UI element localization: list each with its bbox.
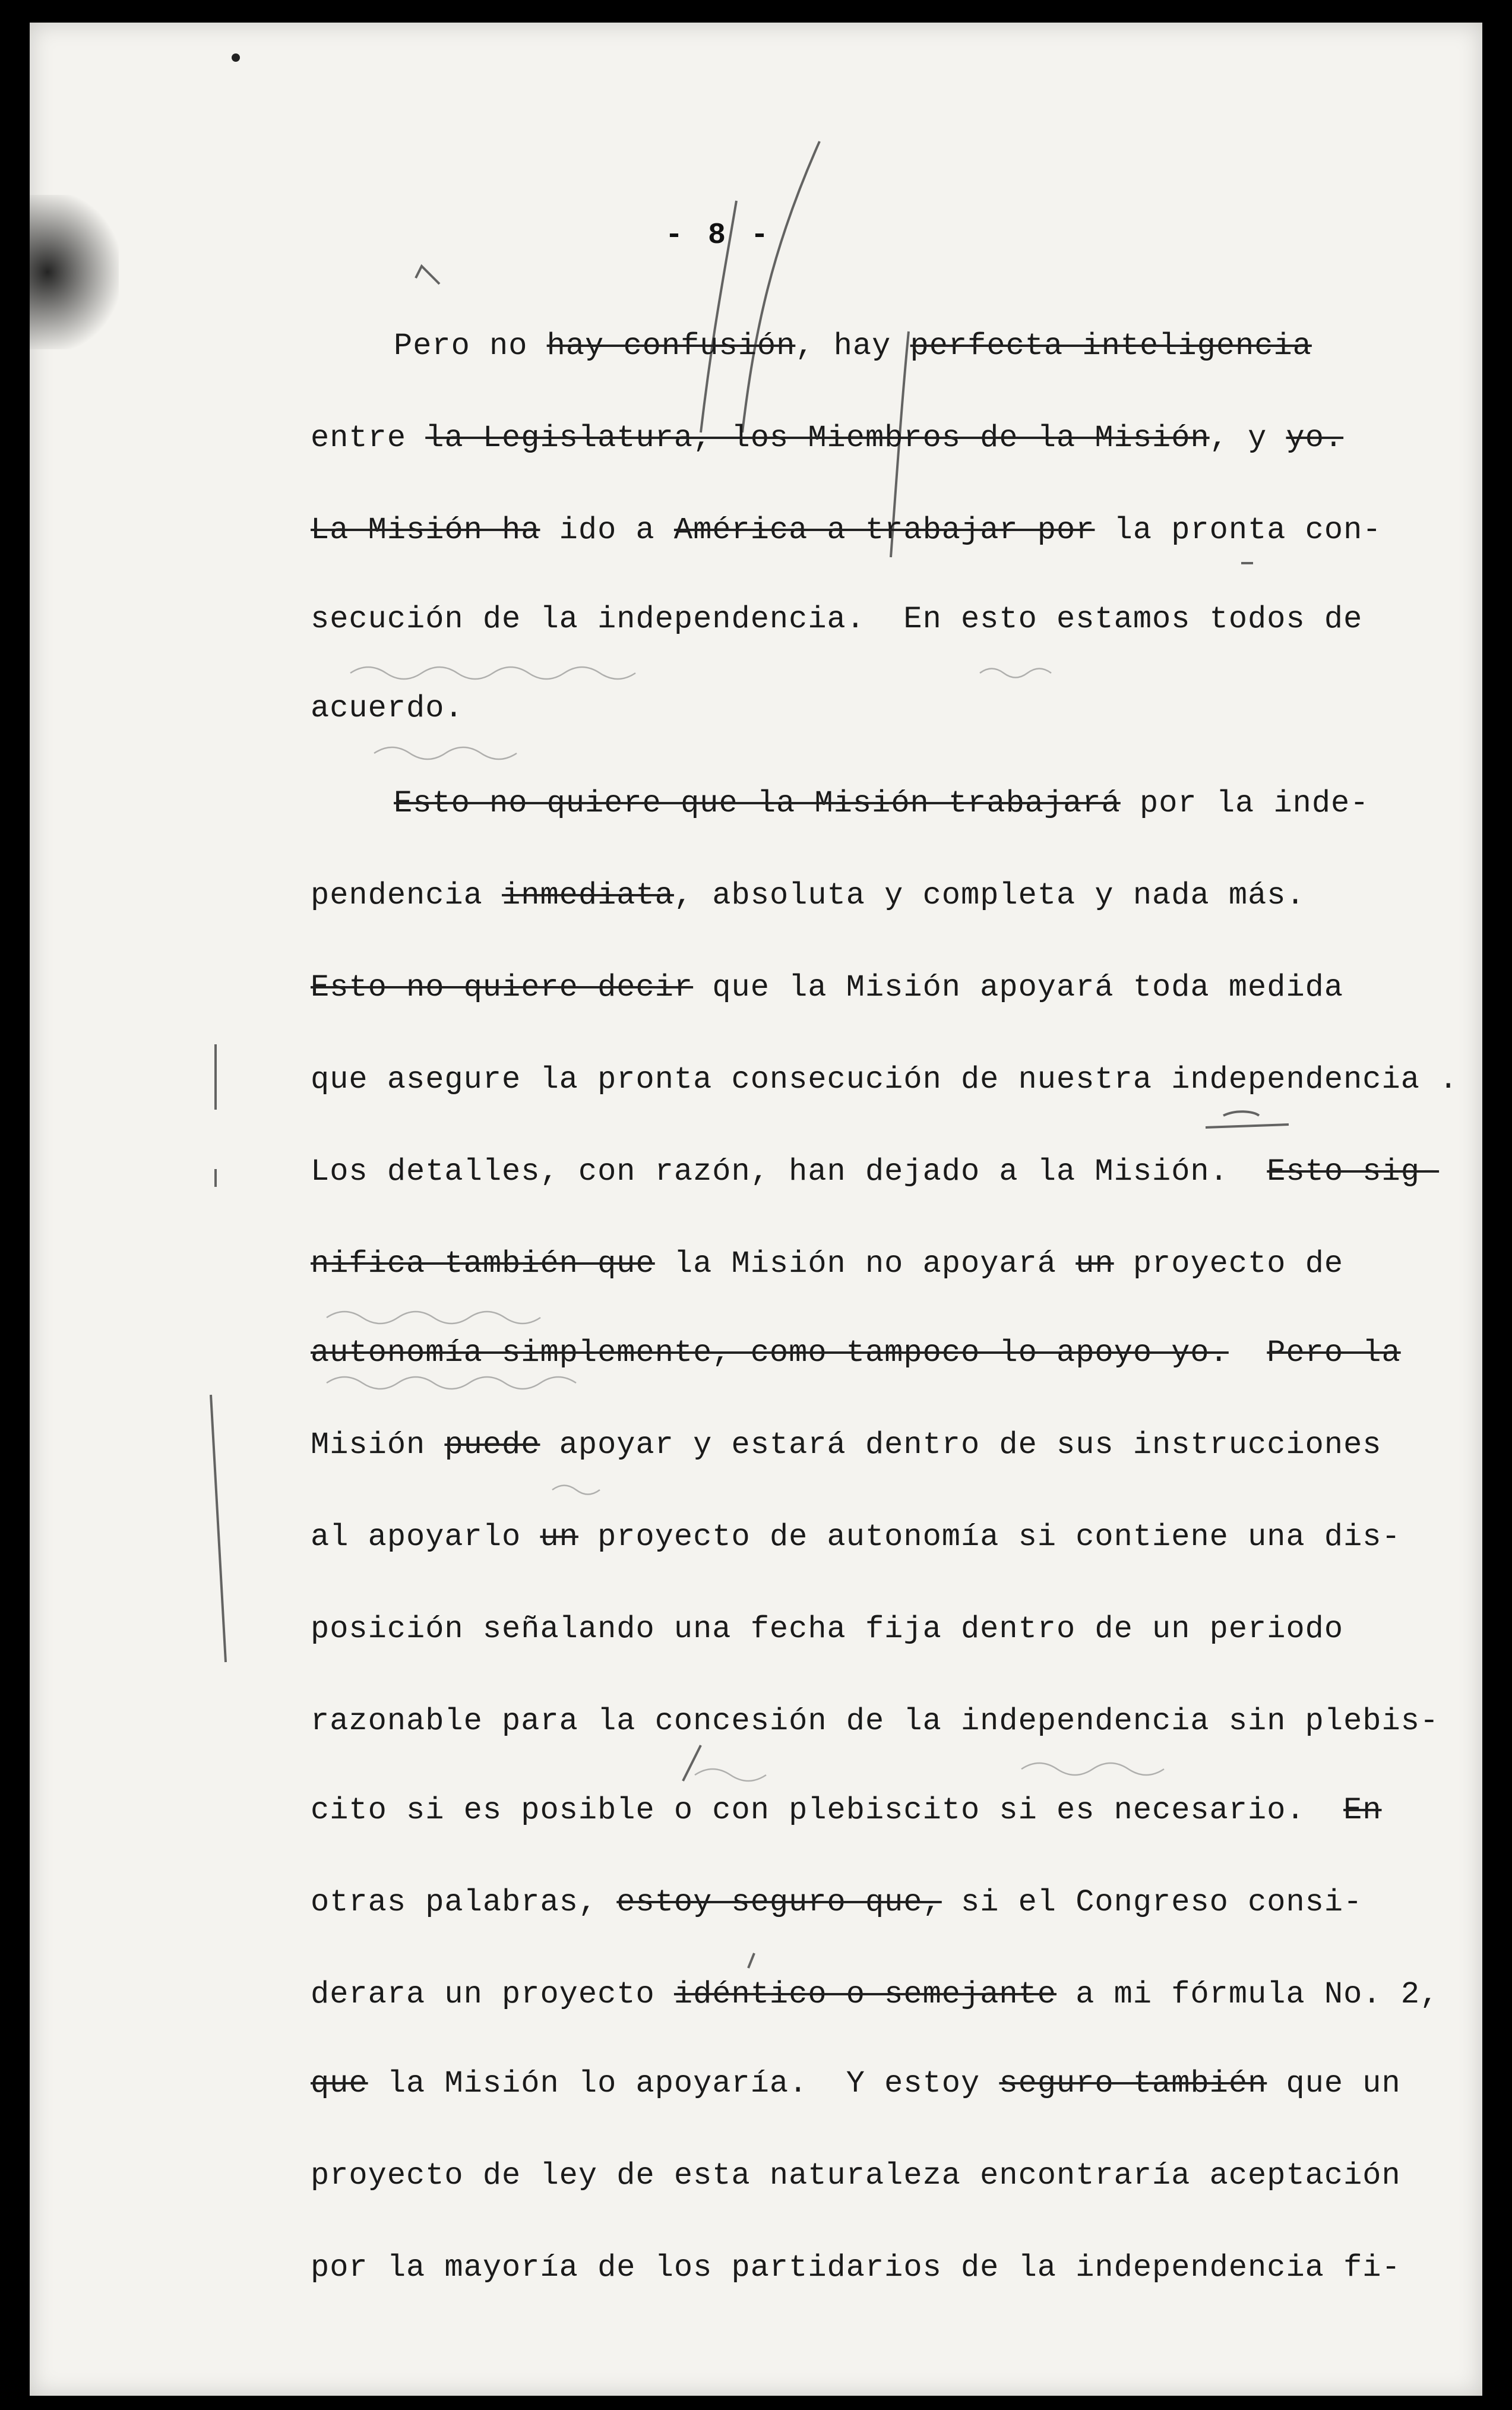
text-line [311,1427,1382,1463]
struck-text: la Legislatura, los Miembros de la Misión [425,421,1210,456]
text-segment: cito si es posible o con plebiscito si es necesario. [311,1793,1344,1828]
text-segment: acuerdo. [311,691,464,726]
page-number: - 8 - [665,219,773,252]
struck-text: inmediata [502,878,674,913]
struck-text: autonomía simplemente, como tampoco lo apoyo yo. [311,1335,1229,1370]
text-line [311,2250,1401,2285]
text-line [311,1704,1439,1739]
text-segment: que un [1267,2066,1401,2101]
text-line [311,878,1305,913]
struck-text: estoy seguro que, [616,1885,942,1920]
text-line [311,1154,1439,1189]
text-line [311,2158,1401,2193]
text-segment: la Misión no apoyará [654,1246,1076,1281]
text-line [394,786,1369,821]
struck-text: idéntico o semejante [673,1977,1057,2012]
text-segment: a mi fórmula No. 2, [1056,1977,1440,2012]
text-line [394,329,1312,364]
struck-text: un [540,1520,578,1555]
struck-text: Pero la [1267,1335,1401,1370]
text-segment: proyecto de ley de esta naturaleza encontraría aceptación [311,2158,1401,2193]
text-segment: al apoyarlo [311,1520,540,1555]
struck-text: En [1343,1793,1382,1828]
text-line [311,1885,1362,1920]
text-line [311,1062,1458,1097]
text-segment: Misión [311,1427,445,1463]
text-segment: la Misión lo apoyaría. Y estoy [368,2066,999,2101]
text-segment: , y [1209,421,1286,456]
text-line [311,1793,1382,1828]
text-line [311,970,1343,1005]
text-segment: proyecto de [1114,1246,1344,1281]
text-line [311,1335,1401,1370]
handwritten-annotations [30,23,1482,2396]
text-line [311,602,1362,637]
text-segment [1229,1335,1267,1370]
text-segment: razonable para la concesión de la independencia sin plebis- [311,1704,1440,1739]
text-segment: entre [311,421,426,456]
struck-text: Esto no quiere que la Misión trabajará [394,786,1121,821]
struck-text: yo. [1286,421,1344,456]
struck-text: que [311,2066,368,2101]
struck-text: un [1076,1246,1114,1281]
struck-text: Esto no quiere decir [311,970,694,1005]
struck-text: perfecta inteligencia [910,329,1312,364]
struck-text: puede [444,1427,540,1463]
struck-text: América a trabajar por [673,513,1095,548]
text-line [311,513,1382,548]
struck-text: hay confusión [546,329,796,364]
text-segment: derara un proyecto [311,1977,674,2012]
text-segment: , absoluta y completa y nada más. [673,878,1305,913]
text-segment: posición señalando una fecha fija dentro de un periodo [311,1612,1344,1647]
text-segment: ido a [540,513,674,548]
text-segment: que la Misión apoyará toda medida [693,970,1344,1005]
text-segment: secución de la independencia. En esto estamos todos de [311,602,1363,637]
text-segment: por la inde- [1120,786,1369,821]
text-segment: proyecto de autonomía si contiene una dis- [578,1520,1401,1555]
text-segment: si el Congreso consi- [941,1885,1363,1920]
text-line [311,421,1343,456]
text-segment: que asegure la pronta consecución de nuestra independencia . [311,1062,1459,1097]
text-segment: Pero no [394,329,547,364]
text-segment: por la mayoría de los partidarios de la independencia fi- [311,2250,1401,2285]
text-segment: la pronta con- [1095,513,1382,548]
text-line [311,1977,1439,2012]
struck-text: seguro también [999,2066,1267,2101]
text-segment: pendencia [311,878,502,913]
struck-text: Esto sig- [1267,1154,1440,1189]
text-line [311,1612,1343,1647]
text-segment: otras palabras, [311,1885,617,1920]
text-segment: Los detalles, con razón, han dejado a la Misión. [311,1154,1267,1189]
struck-text: nifica también que [311,1246,655,1281]
text-line [311,691,464,726]
text-segment: apoyar y estará dentro de sus instrucciones [540,1427,1382,1463]
text-line [311,1246,1343,1281]
text-segment: , hay [795,329,910,364]
struck-text: La Misión ha [311,513,540,548]
text-line [311,1520,1401,1555]
document-page [30,23,1482,2396]
text-line [311,2066,1401,2101]
